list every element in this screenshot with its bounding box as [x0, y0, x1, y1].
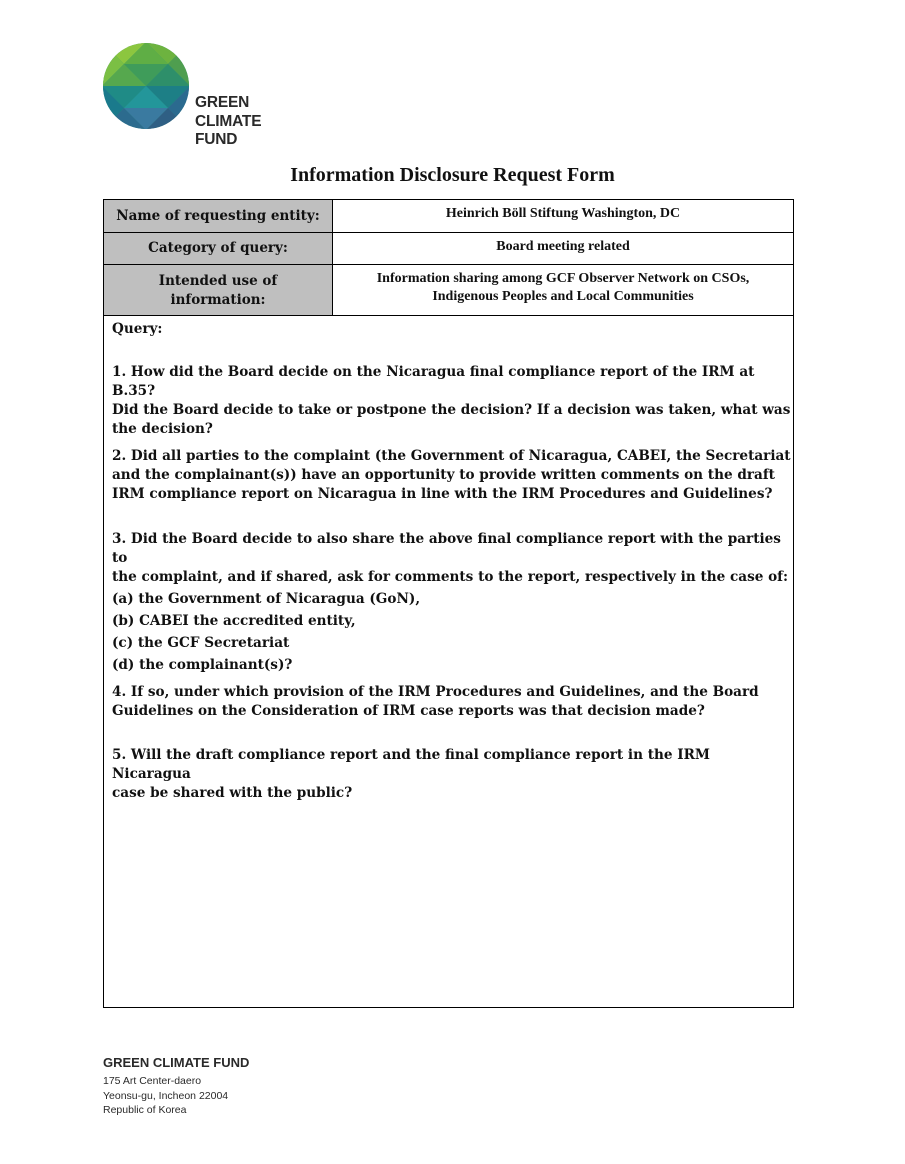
logo-line-3: FUND [195, 131, 238, 148]
question-4-line-1: 4. If so, under which provision of the IRM Procedures and Guidelines, and the Board [112, 684, 759, 700]
footer-org-name: GREEN CLIMATE FUND [103, 1055, 250, 1070]
row-requesting-entity [104, 200, 793, 233]
globe-logo-icon [102, 42, 190, 130]
label-requesting-entity: Name of requesting entity: [104, 200, 333, 232]
row-category [104, 233, 793, 265]
logo-line-2: CLIMATE [195, 112, 262, 130]
row-intended-use [104, 265, 793, 316]
question-5 [112, 746, 792, 803]
value-requesting-entity: Heinrich Böll Stiftung Washington, DC [445, 206, 681, 221]
question-5-line-2: case be shared with the public? [112, 785, 353, 801]
question-3 [112, 530, 792, 675]
logo-wordmark [195, 94, 261, 150]
question-3-line-1: 3. Did the Board decide to also share the above final compliance report with the parties to [112, 531, 781, 566]
question-2 [112, 447, 792, 504]
query-section [112, 320, 792, 801]
value-intended-use [333, 265, 793, 306]
question-3-item-d: (d) the complainant(s)? [112, 657, 293, 673]
question-4-line-2: Guidelines on the Consideration of IRM case reports was that decision made? [112, 703, 705, 719]
value-intended-use-line-2: Indigenous Peoples and Local Communities [432, 289, 694, 304]
question-5-line-1: 5. Will the draft compliance report and the final compliance report in the IRM Nicaragua [112, 747, 710, 782]
label-category: Category of query: [104, 233, 333, 264]
footer-address-block [103, 1055, 249, 1118]
query-heading: Query: [112, 321, 163, 337]
question-2-line-2: and the complainant(s)) have an opportunity to provide written comments on the draft [112, 467, 775, 483]
question-3-item-c: (c) the GCF Secretariat [112, 635, 290, 651]
label-intended-use-line-1: Intended use of [158, 273, 278, 289]
gcf-logo [102, 42, 277, 152]
question-1-line-3: the decision? [112, 421, 213, 437]
logo-line-1: GREEN [195, 94, 250, 111]
label-intended-use [104, 265, 333, 315]
question-2-line-3: IRM compliance report on Nicaragua in line with the IRM Procedures and Guidelines? [112, 486, 773, 502]
footer-address-line-3: Republic of Korea [103, 1104, 187, 1116]
form-title: Information Disclosure Request Form [290, 164, 615, 186]
question-4 [112, 683, 792, 721]
value-category: Board meeting related [496, 239, 630, 254]
request-form-table [103, 199, 794, 1008]
question-3-item-b: (b) CABEI the accredited entity, [112, 613, 356, 629]
footer-address-line-2: Yeonsu-gu, Incheon 22004 [103, 1089, 229, 1102]
value-intended-use-line-1: Information sharing among GCF Observer Network on CSOs, [376, 271, 750, 286]
label-intended-use-line-2: information: [170, 292, 266, 308]
question-3-item-a: (a) the Government of Nicaragua (GoN), [112, 591, 421, 607]
question-1-line-1: 1. How did the Board decide on the Nicaragua final compliance report of the IRM at B.35? [112, 364, 755, 399]
question-1-line-2: Did the Board decide to take or postpone the decision? If a decision was taken, what was [112, 402, 791, 418]
question-2-line-1: 2. Did all parties to the complaint (the Government of Nicaragua, CABEI, the Secretariat [112, 448, 791, 464]
question-1 [112, 363, 792, 439]
footer-address-line-1: 175 Art Center-daero [103, 1075, 202, 1087]
question-3-line-2: the complaint, and if shared, ask for comments to the report, respectively in the case of: [112, 569, 789, 585]
